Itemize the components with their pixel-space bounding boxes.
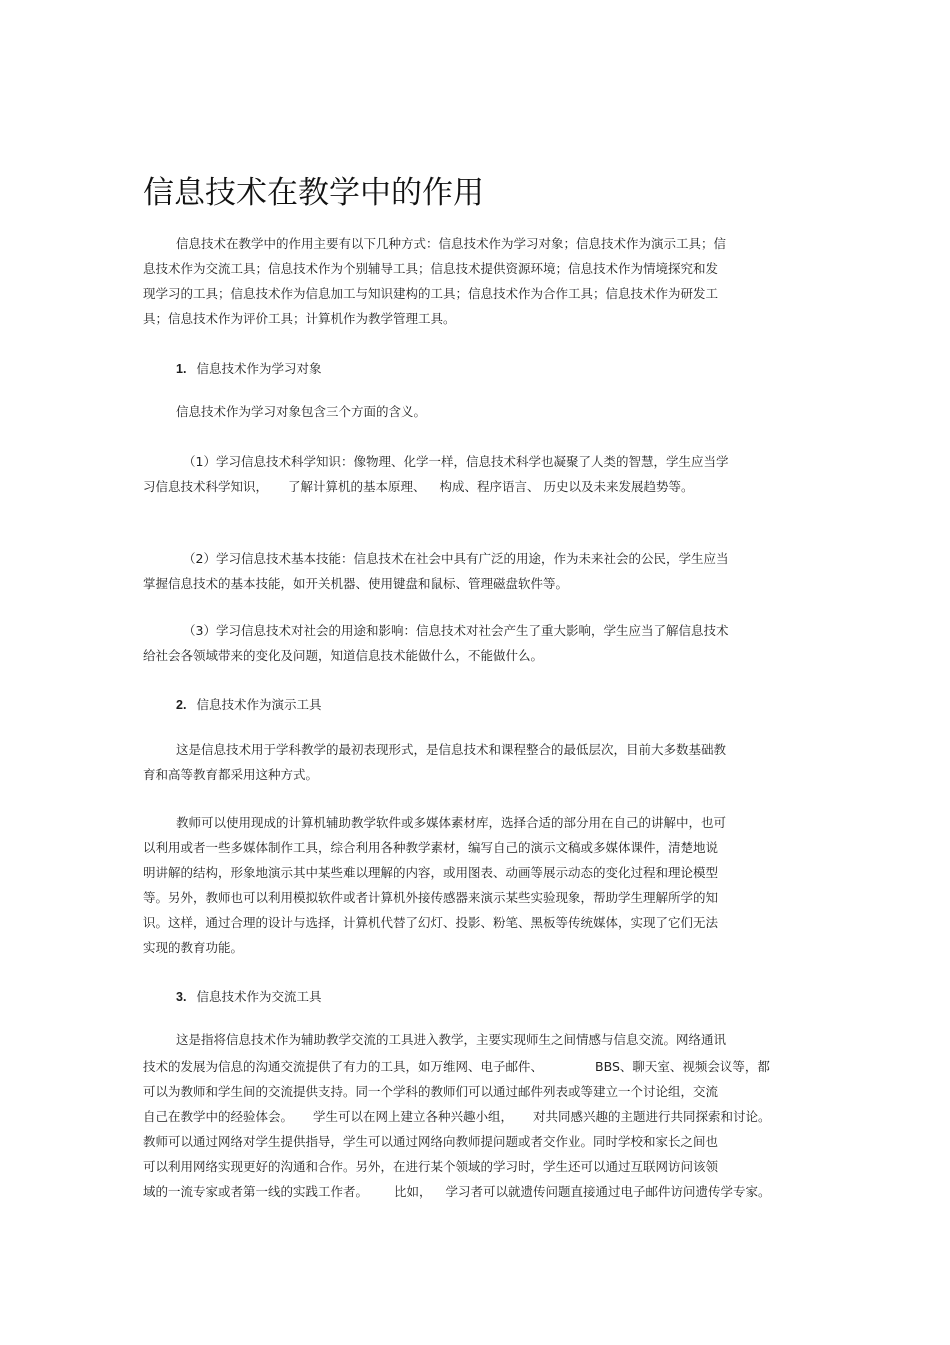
section-number: 2.: [176, 698, 187, 712]
page-title: 信息技术在教学中的作用: [143, 175, 484, 211]
intro-line: 息技术作为交流工具；信息技术作为个别辅导工具；信息技术提供资源环境；信息技术作为情境探究和发: [143, 261, 719, 276]
paragraph-line: 实现的教育功能。: [143, 940, 244, 955]
paragraph-line: 等。另外，教师也可以利用模拟软件或者计算机外接传感器来演示某些实验现象，帮助学生理解所学的知: [143, 890, 719, 905]
paragraph-line: （3）学习信息技术对社会的用途和影响：信息技术对社会产生了重大影响，学生应当了解信息技术: [183, 623, 729, 638]
paragraph-line: 这是信息技术用于学科教学的最初表现形式，是信息技术和课程整合的最低层次，目前大多数基础教: [176, 742, 727, 757]
paragraph-line: 教师可以通过网络对学生提供指导，学生可以通过网络向教师提问题或者交作业。同时学校和家长之间也: [143, 1134, 719, 1149]
section-number: 3.: [176, 990, 187, 1004]
paragraph-line: 明讲解的结构，形象地演示其中某些难以理解的内容，或用图表、动画等展示动态的变化过程和理论模型: [143, 865, 719, 880]
text-run: 了解计算机的基本原理、: [288, 479, 426, 494]
paragraph-line: [143, 1109, 771, 1125]
text-run: 学习者可以就遗传问题直接通过电子邮件访问遗传学专家。: [445, 1184, 771, 1199]
section-title: 信息技术作为演示工具: [196, 697, 322, 712]
paragraph-line: 掌握信息技术的基本技能，如开关机器、使用键盘和鼠标、管理磁盘软件等。: [143, 576, 569, 591]
paragraph-line: （1）学习信息技术科学知识：像物理、化学一样，信息技术科学也凝聚了人类的智慧，学生应当学: [183, 454, 729, 469]
paragraph-line: [143, 1184, 771, 1200]
section-title: 信息技术作为学习对象: [196, 361, 322, 376]
text-run: BBS、聊天室、视频会议等，都: [595, 1059, 770, 1074]
paragraph-line: 教师可以使用现成的计算机辅助教学软件或多媒体素材库，选择合适的部分用在自己的讲解中，也可: [176, 815, 727, 830]
paragraph-line: 给社会各领域带来的变化及问题，知道信息技术能做什么，不能做什么。: [143, 648, 544, 663]
text-run: 构成、程序语言、 历史以及未来发展趋势等。: [439, 479, 694, 494]
text-run: 习信息技术科学知识，: [143, 479, 269, 494]
text-run: 域的一流专家或者第一线的实践工作者。: [143, 1184, 369, 1199]
paragraph-line: 可以利用网络实现更好的沟通和合作。另外，在进行某个领域的学习时，学生还可以通过互联网访问该领: [143, 1159, 719, 1174]
section-heading-3: [176, 989, 321, 1005]
text-run: 比如，: [394, 1184, 432, 1199]
paragraph-line: 这是指将信息技术作为辅助教学交流的工具进入教学，主要实现师生之间情感与信息交流。网络通讯: [176, 1032, 727, 1047]
paragraph-line: [143, 479, 694, 495]
paragraph-line: 可以为教师和学生间的交流提供支持。同一个学科的教师们可以通过邮件列表或等建立一个讨论组，交流: [143, 1084, 719, 1099]
section-heading-1: [176, 361, 321, 377]
paragraph-line: 识。这样，通过合理的设计与选择，计算机代替了幻灯、投影、粉笔、黑板等传统媒体，实现了它们无法: [143, 915, 719, 930]
intro-line: 信息技术在教学中的作用主要有以下几种方式：信息技术作为学习对象；信息技术作为演示工具；信: [176, 236, 727, 251]
paragraph-line: 以利用或者一些多媒体制作工具，综合利用各种教学素材，编写自己的演示文稿或多媒体课件，清楚地说: [143, 840, 719, 855]
section-number: 1.: [176, 362, 187, 376]
text-run: 技术的发展为信息的沟通交流提供了有力的工具，如万维网、电子邮件、: [143, 1059, 544, 1074]
paragraph-line: 信息技术作为学习对象包含三个方面的含义。: [176, 404, 427, 419]
text-run: 自己在教学中的经验体会。: [143, 1109, 294, 1124]
paragraph-line: 育和高等教育都采用这种方式。: [143, 767, 319, 782]
paragraph-line: [143, 1059, 770, 1075]
intro-line: 具；信息技术作为评价工具；计算机作为教学管理工具。: [143, 311, 456, 326]
text-run: 对共同感兴趣的主题进行共同探索和讨论。: [533, 1109, 771, 1124]
section-title: 信息技术作为交流工具: [196, 989, 322, 1004]
paragraph-line: （2）学习信息技术基本技能：信息技术在社会中具有广泛的用途，作为未来社会的公民，学生应当: [183, 551, 729, 566]
intro-line: 现学习的工具；信息技术作为信息加工与知识建构的工具；信息技术作为合作工具；信息技术作为研发工: [143, 286, 719, 301]
text-run: 学生可以在网上建立各种兴趣小组，: [313, 1109, 514, 1124]
section-heading-2: [176, 697, 321, 713]
